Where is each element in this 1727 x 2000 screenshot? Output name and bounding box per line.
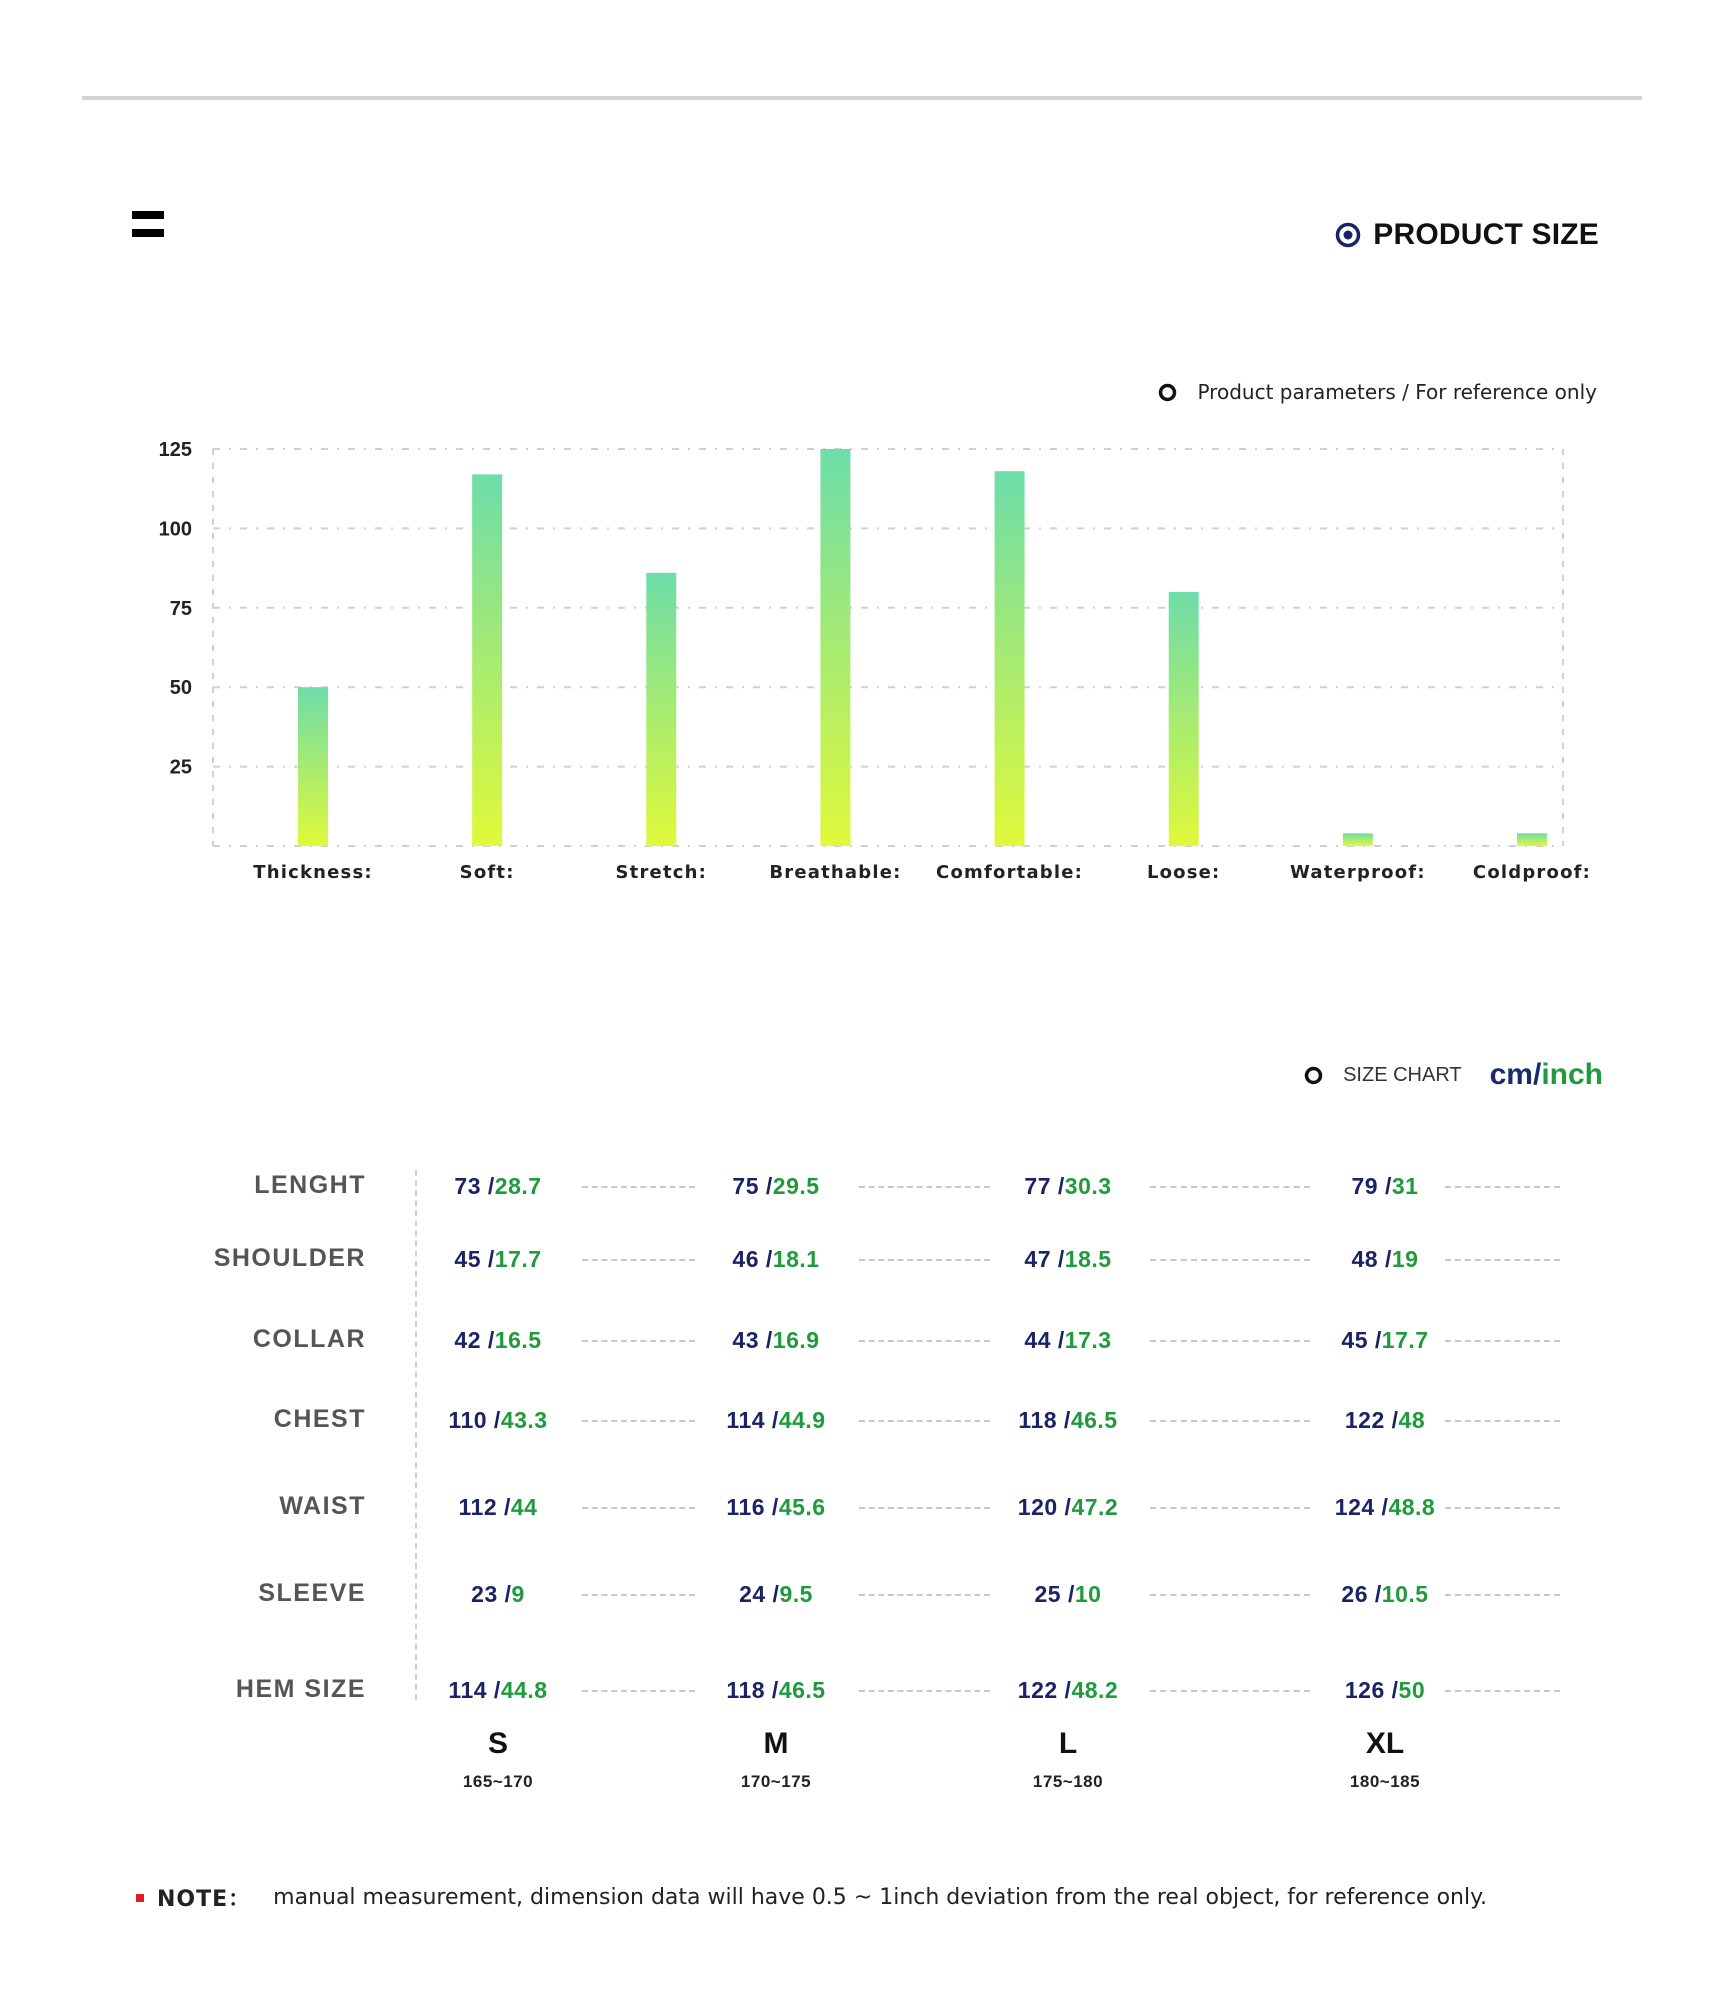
value-separator: /	[1063, 1407, 1071, 1433]
value-separator: /	[765, 1246, 773, 1272]
cm-value: 48	[1351, 1246, 1379, 1272]
value-separator: /	[1057, 1173, 1065, 1199]
row-leader-dash	[582, 1340, 695, 1342]
size-cell	[968, 1246, 1168, 1273]
inch-value: 16.9	[772, 1327, 820, 1353]
row-leader-dash	[1150, 1186, 1310, 1188]
row-leader-dash	[1150, 1420, 1310, 1422]
row-label: WAIST	[279, 1492, 366, 1520]
cm-value: 120	[1017, 1494, 1058, 1520]
bar-thickness	[298, 687, 328, 846]
y-tick-label: 125	[158, 439, 192, 461]
inch-value: 19	[1391, 1246, 1419, 1272]
row-leader-dash	[1445, 1594, 1560, 1596]
size-height-range: 165~170	[462, 1772, 534, 1791]
row-leader-dash	[1150, 1259, 1310, 1261]
bar-breathable	[820, 449, 850, 846]
row-leader-dash	[1150, 1340, 1310, 1342]
size-cell	[968, 1677, 1168, 1704]
size-cell	[398, 1407, 598, 1434]
row-leader-dash	[859, 1186, 990, 1188]
cm-value: 110	[448, 1407, 488, 1433]
x-category-label: Coldproof:	[1472, 862, 1592, 883]
cm-value: 124	[1334, 1494, 1375, 1520]
row-leader-dash	[859, 1690, 990, 1692]
inch-value: 18.1	[772, 1246, 820, 1272]
size-name: XL	[1365, 1727, 1405, 1760]
note-label: NOTE：	[157, 1887, 252, 1912]
inch-value: 43.3	[500, 1407, 548, 1433]
value-separator: /	[487, 1173, 495, 1199]
size-cell	[398, 1581, 598, 1608]
row-leader-dash	[582, 1594, 695, 1596]
y-tick-label: 100	[158, 518, 192, 541]
value-separator: /	[765, 1327, 773, 1353]
row-leader-dash	[1445, 1507, 1560, 1509]
x-category-label: Waterproof:	[1289, 862, 1426, 883]
row-leader-dash	[582, 1259, 695, 1261]
row-leader-dash	[582, 1690, 695, 1692]
row-leader-dash	[859, 1340, 990, 1342]
inch-value: 17.7	[494, 1246, 542, 1272]
unit-slash: /	[1532, 1058, 1542, 1091]
value-separator: /	[1391, 1407, 1399, 1433]
size-cell	[676, 1327, 876, 1354]
note	[136, 1882, 1487, 1913]
section-title-text: PRODUCT SIZE	[1373, 218, 1599, 251]
x-category-label: Soft:	[459, 862, 515, 883]
inch-value: 48.8	[1388, 1494, 1436, 1520]
value-separator: /	[1064, 1677, 1072, 1703]
size-name: S	[487, 1727, 508, 1760]
cm-value: 79	[1351, 1173, 1379, 1199]
cm-value: 45	[454, 1246, 482, 1272]
cm-value: 114	[448, 1677, 488, 1703]
cm-value: 73	[454, 1173, 482, 1199]
value-separator: /	[1057, 1327, 1065, 1353]
size-cell	[676, 1677, 876, 1704]
row-leader-dash	[1445, 1420, 1560, 1422]
inch-value: 46.5	[778, 1677, 826, 1703]
cm-value: 77	[1024, 1173, 1052, 1199]
cm-value: 23	[471, 1581, 498, 1607]
x-category-label: Comfortable:	[936, 862, 1084, 883]
inch-value: 44.9	[778, 1407, 826, 1433]
bar-soft	[472, 474, 502, 846]
row-leader-dash	[1445, 1690, 1560, 1692]
row-leader-dash	[859, 1507, 990, 1509]
cm-value: 126	[1344, 1677, 1385, 1703]
row-leader-dash	[859, 1420, 990, 1422]
row-label: CHEST	[273, 1405, 366, 1433]
value-separator: /	[1391, 1677, 1399, 1703]
x-category-label: Stretch:	[615, 862, 708, 883]
size-cell	[676, 1173, 876, 1200]
inch-value: 28.7	[494, 1173, 542, 1199]
row-leader-dash	[1150, 1690, 1310, 1692]
inch-value: 50	[1398, 1677, 1426, 1703]
row-leader-dash	[859, 1594, 990, 1596]
size-cell	[398, 1173, 598, 1200]
size-cell	[398, 1327, 598, 1354]
row-leader-dash	[1150, 1507, 1310, 1509]
note-text: manual measurement, dimension data will have 0.5 ~ 1inch deviation from the real object, for reference only.	[273, 1885, 1487, 1910]
inch-value: 46.5	[1070, 1407, 1118, 1433]
row-label: SLEEVE	[258, 1579, 366, 1607]
cm-value: 42	[454, 1327, 482, 1353]
size-height-range: 175~180	[1032, 1772, 1104, 1791]
y-tick-label: 25	[169, 756, 192, 779]
y-tick-label: 50	[169, 677, 192, 700]
value-separator: /	[1057, 1246, 1065, 1272]
value-separator: /	[771, 1494, 779, 1520]
inch-value: 30.3	[1064, 1173, 1112, 1199]
value-separator: /	[1385, 1246, 1392, 1272]
cm-value: 26	[1341, 1581, 1369, 1607]
unit-label	[1490, 1058, 1603, 1092]
unit-inch: inch	[1541, 1058, 1603, 1091]
cm-value: 118	[1018, 1407, 1058, 1433]
inch-value: 10	[1074, 1581, 1102, 1607]
size-height-range: 180~185	[1349, 1772, 1421, 1791]
row-leader-dash	[582, 1420, 695, 1422]
inch-value: 48	[1398, 1407, 1426, 1433]
cm-value: 75	[732, 1173, 760, 1199]
inch-value: 9.5	[779, 1581, 813, 1607]
note-bullet	[136, 1894, 144, 1902]
cm-value: 114	[726, 1407, 766, 1433]
inch-value: 31	[1391, 1173, 1419, 1199]
value-separator: /	[771, 1407, 779, 1433]
x-category-label: Loose:	[1146, 862, 1221, 883]
row-leader-dash	[1150, 1594, 1310, 1596]
size-height-range: 170~175	[740, 1772, 812, 1791]
row-label: SHOULDER	[213, 1244, 366, 1272]
row-label: HEM SIZE	[235, 1675, 366, 1703]
cm-value: 45	[1341, 1327, 1369, 1353]
inch-value: 47.2	[1071, 1494, 1119, 1520]
cm-value: 118	[726, 1677, 766, 1703]
cm-value: 112	[458, 1494, 498, 1520]
value-separator: /	[765, 1173, 773, 1199]
cm-value: 44	[1024, 1327, 1052, 1353]
inch-value: 48.2	[1071, 1677, 1119, 1703]
value-separator: /	[493, 1677, 501, 1703]
size-cell	[968, 1494, 1168, 1521]
size-name: L	[1058, 1727, 1078, 1760]
bar-waterproof	[1343, 833, 1373, 846]
size-cell	[676, 1246, 876, 1273]
size-cell	[398, 1677, 598, 1704]
cm-value: 47	[1024, 1246, 1052, 1272]
inch-value: 9	[511, 1581, 525, 1607]
cm-value: 116	[726, 1494, 766, 1520]
y-tick-label: 75	[169, 597, 192, 620]
size-chart-label: SIZE CHART	[1343, 1063, 1462, 1086]
row-leader-dash	[1445, 1186, 1560, 1188]
value-separator: /	[504, 1494, 511, 1520]
value-separator: /	[1381, 1494, 1389, 1520]
value-separator: /	[1374, 1581, 1382, 1607]
inch-value: 17.3	[1064, 1327, 1112, 1353]
cm-value: 25	[1034, 1581, 1062, 1607]
x-category-label: Breathable:	[769, 862, 902, 883]
ring-icon	[1304, 1066, 1323, 1085]
value-separator: /	[487, 1327, 495, 1353]
bar-loose	[1169, 592, 1199, 846]
value-separator: /	[1374, 1327, 1382, 1353]
bar-stretch	[646, 573, 676, 846]
value-separator: /	[1385, 1173, 1392, 1199]
row-leader-dash	[582, 1186, 695, 1188]
size-cell	[968, 1173, 1168, 1200]
parameter-bar-chart	[0, 0, 1727, 900]
size-chart-header	[1304, 1058, 1603, 1092]
inch-value: 45.6	[778, 1494, 826, 1520]
size-cell	[398, 1246, 598, 1273]
value-separator: /	[1064, 1494, 1072, 1520]
unit-cm: cm	[1489, 1058, 1533, 1091]
inch-value: 29.5	[772, 1173, 820, 1199]
size-cell	[968, 1581, 1168, 1608]
inch-value: 18.5	[1064, 1246, 1112, 1272]
size-name: M	[763, 1727, 789, 1760]
inch-value: 10.5	[1381, 1581, 1429, 1607]
bar-comfortable	[995, 471, 1025, 846]
value-separator: /	[487, 1246, 495, 1272]
inch-value: 16.5	[494, 1327, 542, 1353]
size-cell	[676, 1581, 876, 1608]
bar-coldproof	[1517, 833, 1547, 846]
value-separator: /	[493, 1407, 501, 1433]
size-cell	[968, 1327, 1168, 1354]
row-leader-dash	[1445, 1340, 1560, 1342]
row-leader-dash	[1445, 1259, 1560, 1261]
row-leader-dash	[859, 1259, 990, 1261]
chart-legend-text: Product parameters / For reference only	[1197, 380, 1597, 404]
row-leader-dash	[582, 1507, 695, 1509]
value-separator: /	[771, 1677, 779, 1703]
row-label: COLLAR	[252, 1325, 366, 1353]
cm-value: 43	[732, 1327, 760, 1353]
cm-value: 122	[1344, 1407, 1385, 1433]
cm-value: 122	[1017, 1677, 1058, 1703]
size-cell	[676, 1494, 876, 1521]
size-cell	[968, 1407, 1168, 1434]
value-separator: /	[1068, 1581, 1075, 1607]
cm-value: 46	[732, 1246, 760, 1272]
value-separator: /	[504, 1581, 512, 1607]
value-separator: /	[772, 1581, 780, 1607]
inch-value: 44.8	[500, 1677, 548, 1703]
x-category-label: Thickness:	[253, 862, 373, 883]
inch-value: 44	[510, 1494, 538, 1520]
inch-value: 17.7	[1381, 1327, 1429, 1353]
cm-value: 24	[739, 1581, 766, 1607]
size-cell	[398, 1494, 598, 1521]
size-cell	[676, 1407, 876, 1434]
row-label: LENGHT	[254, 1171, 366, 1199]
